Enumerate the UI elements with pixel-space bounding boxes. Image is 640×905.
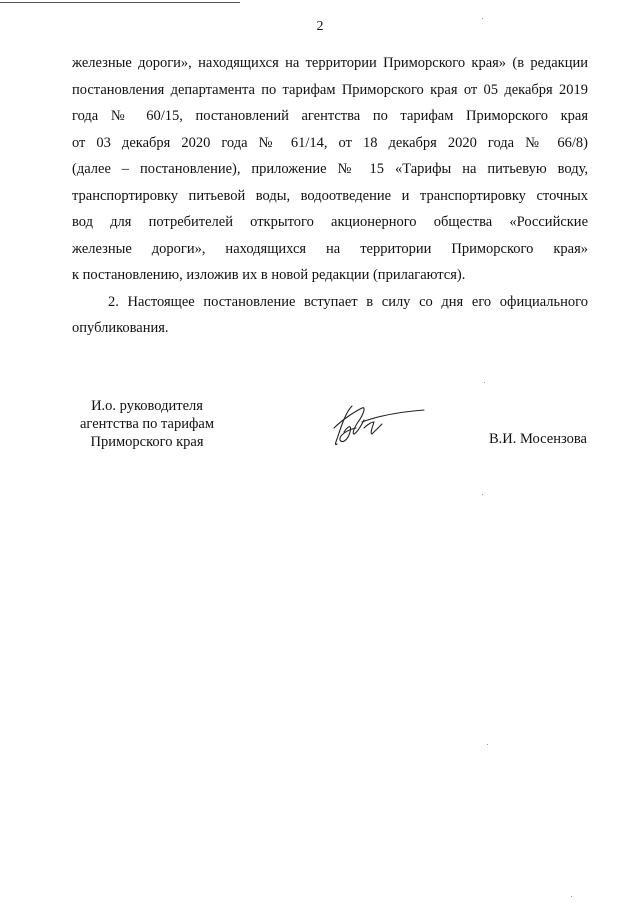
scan-speck: [571, 896, 572, 897]
signatory-position-line: агентства по тарифам: [80, 416, 214, 432]
signatory-position-line: И.о. руководителя: [91, 398, 203, 414]
body-line: года № 60/15, постановлений агентства по тарифам Приморского края: [72, 108, 588, 124]
signatory-position: [72, 397, 222, 451]
body-line: к постановлению, изложив их в новой редакции (прилагаются).: [72, 267, 466, 283]
signer-name: В.И. Мосензова: [489, 431, 587, 447]
paragraph-2-line: опубликования.: [72, 320, 169, 336]
body-line: вод для потребителей открытого акционерного общества «Российские: [72, 214, 588, 230]
body-line: (далее – постановление), приложение № 15 «Тарифы на питьевую воду,: [72, 161, 588, 177]
handwritten-signature: [328, 398, 428, 450]
scan-speck: [484, 382, 485, 383]
header-rule: [0, 2, 240, 3]
scan-speck: [482, 494, 483, 495]
scan-speck: [487, 744, 488, 745]
page-number: 2: [316, 19, 324, 34]
signatory-position-line: Приморского края: [90, 434, 204, 450]
body-line: от 03 декабря 2020 года № 61/14, от 18 декабря 2020 года № 66/8): [72, 134, 588, 151]
body-line: железные дороги», находящихся на территории Приморского края»: [72, 240, 588, 257]
paragraph-2-line: 2. Настоящее постановление вступает в силу со дня его официального: [108, 293, 588, 310]
body-line: железные дороги», находящихся на территории Приморского края» (в редакции: [72, 55, 588, 71]
body-line: транспортировку питьевой воды, водоотведение и транспортировку сточных: [72, 187, 588, 204]
document-body: [72, 54, 588, 346]
scan-speck: [482, 18, 483, 19]
body-line: постановления департамента по тарифам Приморского края от 05 декабря 2019: [72, 81, 588, 98]
